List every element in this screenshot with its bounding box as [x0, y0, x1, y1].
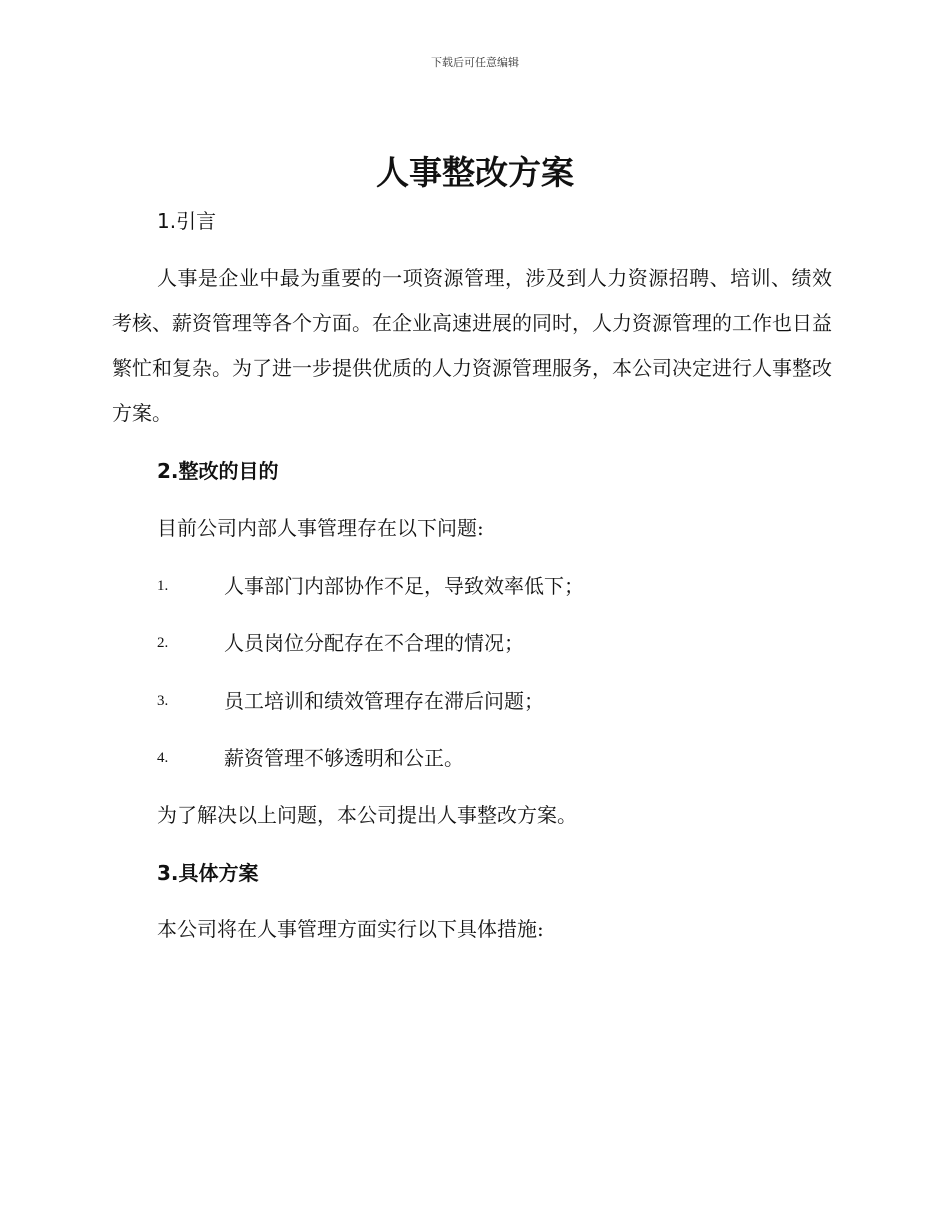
- section-heading-introduction: 1.引言: [157, 209, 217, 233]
- page-header-note: 下载后可任意编辑: [431, 56, 519, 69]
- goals-summary-paragraph: 为了解决以上问题，本公司提出人事整改方案。: [157, 803, 577, 827]
- goals-intro-paragraph: 目前公司内部人事管理存在以下问题:: [157, 516, 484, 540]
- list-item-text: 人事部门内部协作不足，导致效率低下；: [224, 574, 584, 598]
- list-item: [157, 628, 857, 658]
- list-item-text: 员工培训和绩效管理存在滞后问题；: [224, 689, 544, 713]
- plan-intro-paragraph: 本公司将在人事管理方面实行以下具体措施:: [157, 917, 544, 941]
- list-item: [157, 571, 857, 601]
- list-item-number: 4.: [157, 750, 169, 766]
- list-item-number: 1.: [157, 578, 169, 594]
- introduction-paragraph: 人事是企业中最为重要的一项资源管理，涉及到人力资源招聘、培训、绩效考核、薪资管理等各个方面。在企业高速进展的同时，人力资源管理的工作也日益繁忙和复杂。为了进一步提供优质的人力资源管理服务，本公司决定进行人事整改方案。: [112, 266, 832, 425]
- list-item-text: 薪资管理不够透明和公正。: [224, 746, 464, 770]
- section-heading-goals: 2.整改的目的: [157, 459, 279, 483]
- document-title: 人事整改方案: [376, 153, 574, 192]
- list-item-number: 3.: [157, 693, 169, 709]
- list-item: [157, 686, 857, 716]
- list-item-number: 2.: [157, 635, 169, 651]
- section-heading-plan: 3.具体方案: [157, 861, 259, 885]
- list-item: [157, 743, 857, 773]
- list-item-text: 人员岗位分配存在不合理的情况；: [224, 631, 524, 655]
